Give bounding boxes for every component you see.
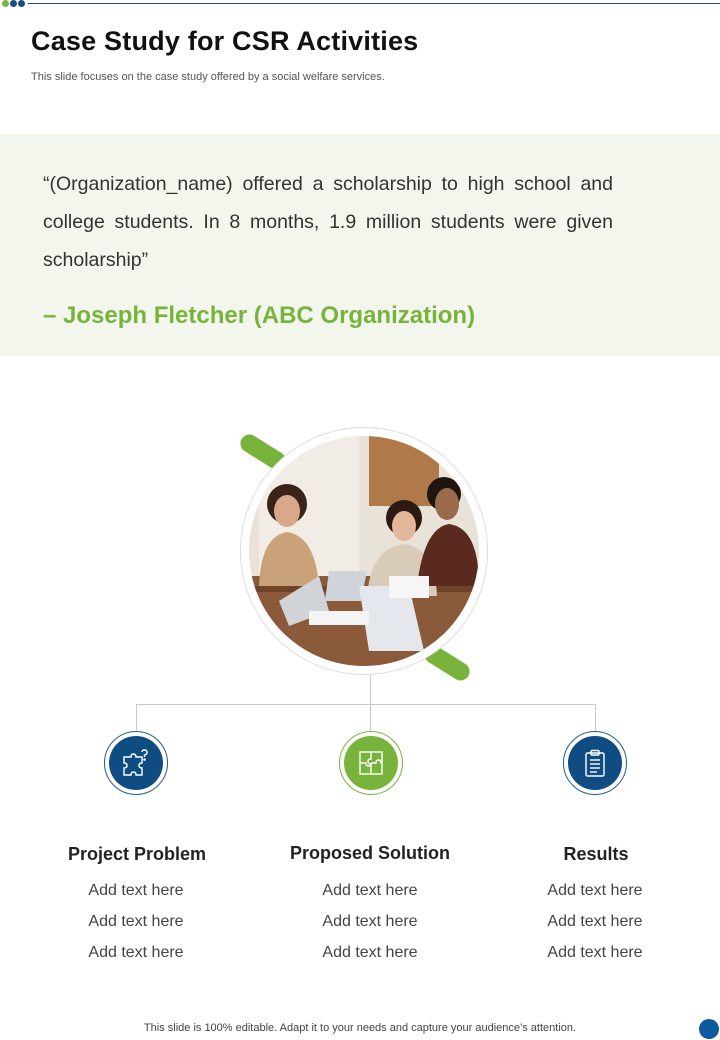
results-item: Add text here xyxy=(547,882,643,899)
proposed-solution-item: Add text here xyxy=(322,913,418,930)
puzzle-icon xyxy=(344,736,398,790)
project-problem-item: Add text here xyxy=(88,882,184,899)
connector-right xyxy=(595,704,596,732)
project-problem-icon-circle xyxy=(104,731,168,795)
page-subtitle: This slide focuses on the case study offered by a social welfare services. xyxy=(31,71,385,83)
connector-horizontal xyxy=(136,704,596,705)
proposed-solution-icon-circle xyxy=(339,731,403,795)
green-dot-icon xyxy=(2,0,9,7)
results-icon-circle xyxy=(563,731,627,795)
team-meeting-photo xyxy=(249,436,479,666)
results-item: Add text here xyxy=(547,913,643,930)
quote-author: – Joseph Fletcher (ABC Organization) xyxy=(43,302,476,329)
connector-middle xyxy=(370,704,371,732)
project-problem-item: Add text here xyxy=(88,913,184,930)
top-accent-bar xyxy=(0,0,720,8)
connector-vertical-center xyxy=(370,675,371,705)
proposed-solution-item: Add text here xyxy=(322,944,418,961)
top-divider-line xyxy=(28,3,720,4)
blue-dot-icon xyxy=(18,0,25,7)
footer-note: This slide is 100% editable. Adapt it to your needs and capture your audience’s attention. xyxy=(143,1022,577,1034)
project-problem-item: Add text here xyxy=(88,944,184,961)
connector-left xyxy=(136,704,137,732)
quote-text: “(Organization_name) offered a scholarship to high school and college students. In 8 months, 1.9 million students were given scholarship” xyxy=(43,173,613,271)
page-title: Case Study for CSR Activities xyxy=(31,26,419,56)
blue-dot-icon xyxy=(10,0,17,7)
proposed-solution-item: Add text here xyxy=(322,882,418,899)
corner-dot-icon xyxy=(699,1019,719,1039)
project-problem-title: Project Problem xyxy=(67,844,207,864)
puzzle-question-icon xyxy=(109,736,163,790)
results-title: Results xyxy=(563,844,629,864)
clipboard-icon xyxy=(568,736,622,790)
results-item: Add text here xyxy=(547,944,643,961)
proposed-solution-title: Proposed Solution xyxy=(290,843,450,863)
